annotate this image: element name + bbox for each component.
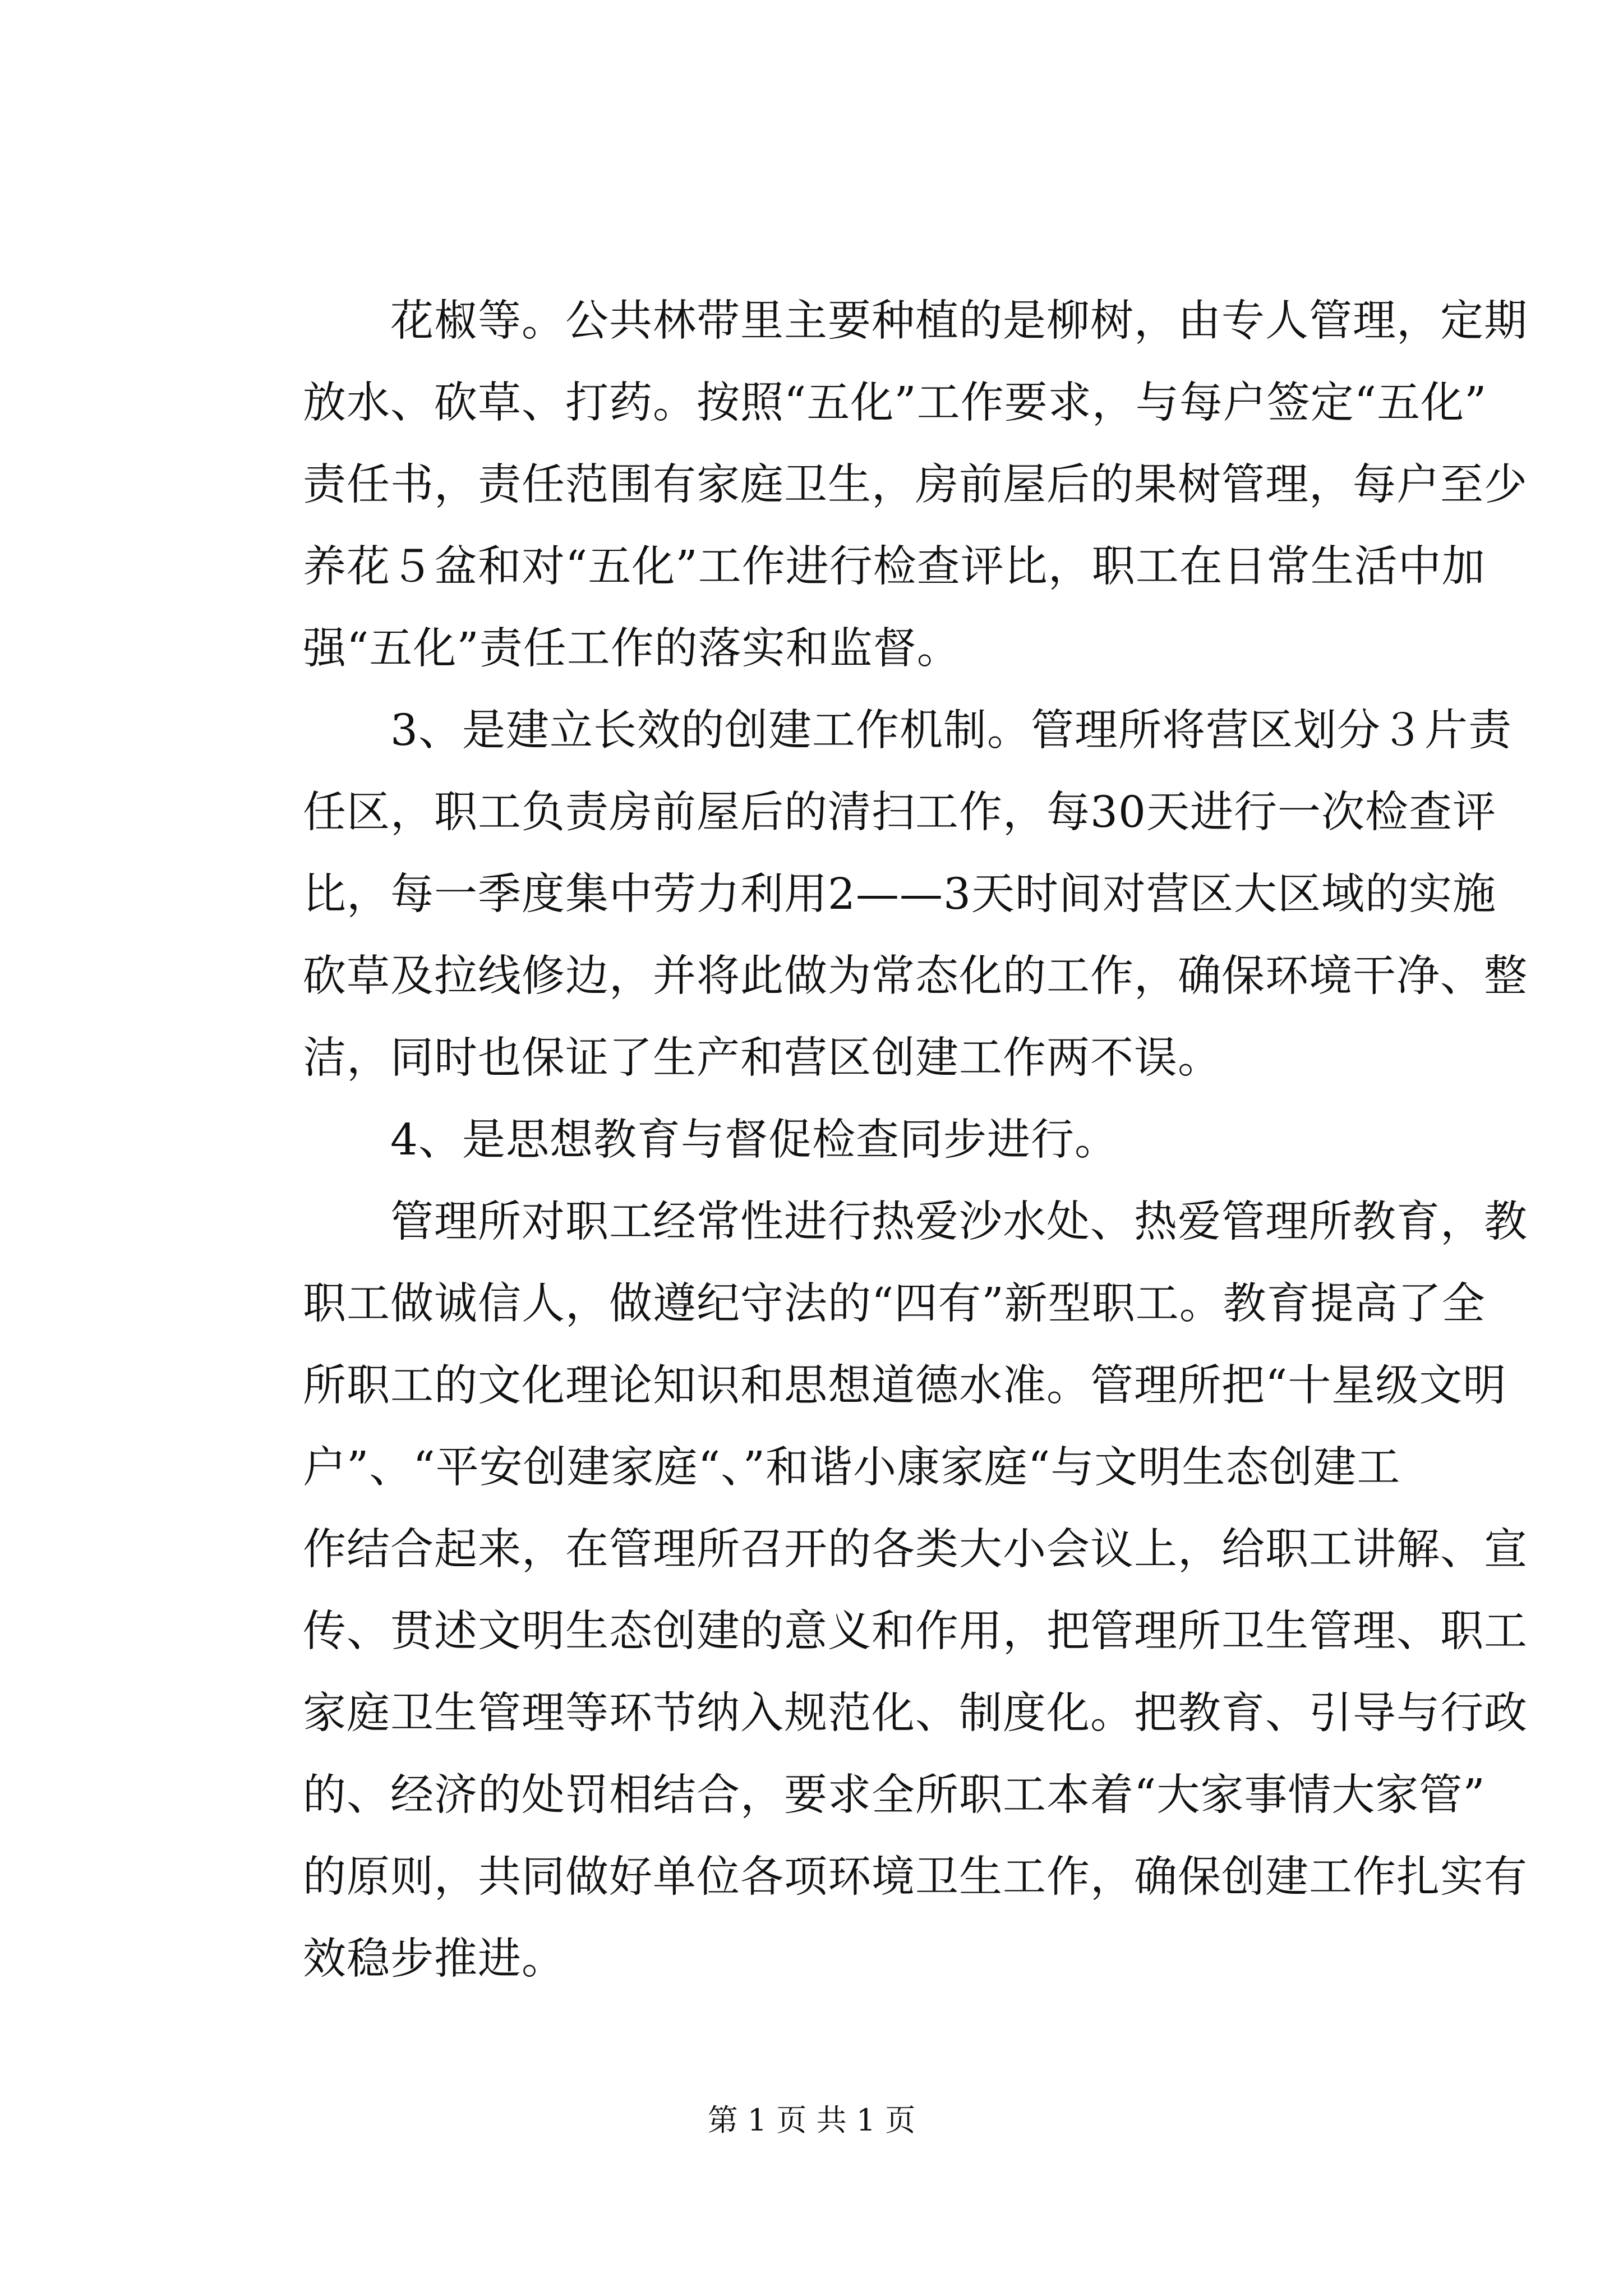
text-line: 的、经济的处罚相结合，要求全所职工本着“大家事情大家管” (303, 1770, 1486, 1820)
text-line: 传、贯述文明生态创建的意义和作用，把管理所卫生管理、职工 (303, 1607, 1528, 1657)
text-line: 放水、砍草、打药。按照“五化”工作要求，与每户签定“五化” (303, 378, 1487, 428)
text-line: 洁，同时也保证了生产和营区创建工作两不误。 (303, 1033, 1221, 1083)
text-line: 强“五化”责任工作的落实和监督。 (303, 624, 961, 674)
text-line: 比，每一季度集中劳力利用2——3天时间对营区大区域的实施 (303, 869, 1496, 919)
text-line: 4、是思想教育与督促检查同步进行。 (303, 1115, 1118, 1165)
text-line: 作结合起来，在管理所召开的各类大小会议上，给职工讲解、宣 (303, 1525, 1528, 1575)
text-line: 的原则，共同做好单位各项环境卫生工作，确保创建工作扎实有 (303, 1852, 1528, 1902)
text-line: 责任书，责任范围有家庭卫生，房前屋后的果树管理，每户至少 (303, 460, 1528, 510)
text-line: 户”、“平安创建家庭“、”和谐小康家庭“与文明生态创建工 (303, 1443, 1401, 1493)
text-line: 管理所对职工经常性进行热爱沙水处、热爱管理所教育，教 (303, 1197, 1528, 1247)
text-line: 花椒等。公共林带里主要种植的是柳树，由专人管理，定期 (303, 296, 1528, 346)
text-line: 砍草及拉线修边，并将此做为常态化的工作，确保环境干净、整 (303, 951, 1528, 1001)
document-body (303, 280, 1528, 2000)
text-line: 职工做诚信人，做遵纪守法的“四有”新型职工。教育提高了全 (303, 1279, 1486, 1329)
text-line: 任区，职工负责房前屋后的清扫工作，每30天进行一次检查评 (303, 788, 1496, 838)
text-line: 所职工的文化理论知识和思想道德水准。管理所把“十星级文明 (303, 1361, 1507, 1411)
text-line: 效稳步推进。 (303, 1934, 565, 1984)
text-line: 3、是建立长效的创建工作机制。管理所将营区划分３片责 (303, 706, 1512, 756)
text-line: 家庭卫生管理等环节纳入规范化、制度化。把教育、引导与行政 (303, 1688, 1528, 1738)
text-line: 养花５盆和对“五化”工作进行检查评比，职工在日常生活中加 (303, 542, 1486, 592)
page-number-footer: 第 1 页 共 1 页 (707, 2102, 916, 2138)
